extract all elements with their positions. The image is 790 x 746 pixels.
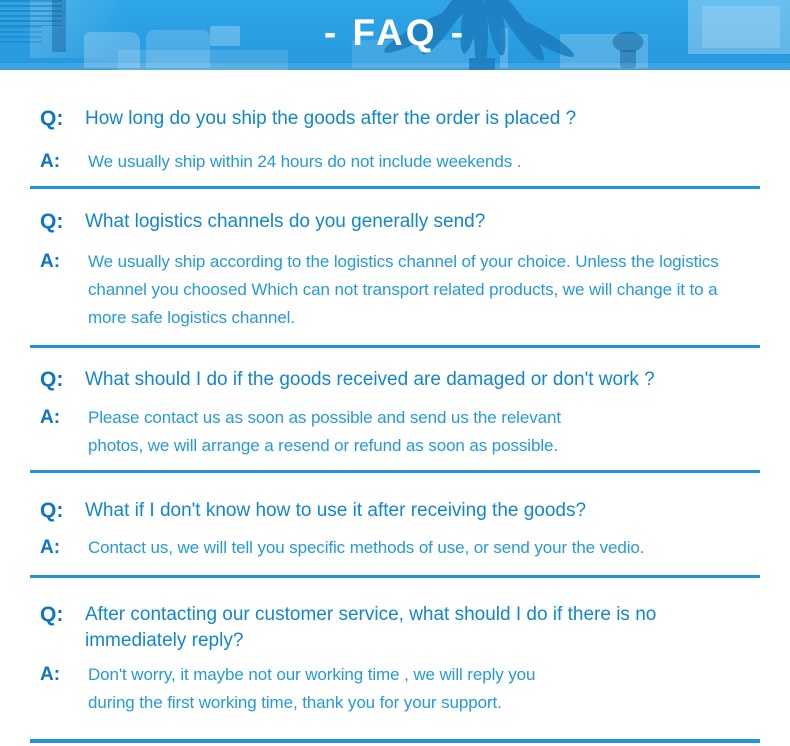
question-label: Q:	[40, 603, 64, 626]
answer-text	[88, 404, 561, 460]
answer-line: We usually ship according to the logistics channel of your choice. Unless the logistics	[88, 252, 719, 271]
answer-line: channel you choosed Which can not transport related products, we will change it to a	[88, 280, 718, 299]
answer-line: more safe logistics channel.	[88, 308, 295, 327]
answer-row	[30, 661, 760, 717]
answer-text	[88, 148, 521, 176]
page-title: - FAQ -	[323, 12, 467, 53]
answer-label: A:	[40, 664, 61, 685]
answer-label: A:	[40, 151, 61, 172]
question-text	[85, 106, 576, 132]
question-line: immediately reply?	[85, 630, 244, 651]
question-row	[30, 498, 760, 524]
question-line: What should I do if the goods received are damaged or don't work ?	[85, 369, 655, 390]
question-text	[85, 602, 656, 654]
answer-label: A:	[40, 407, 61, 428]
question-line: After contacting our customer service, what should I do if there is no	[85, 604, 657, 625]
answer-row	[30, 248, 760, 332]
section-divider	[30, 345, 760, 348]
faq-content	[0, 106, 790, 743]
question-text	[85, 367, 655, 393]
bottom-bar	[30, 739, 760, 743]
answer-line: photos, we will arrange a resend or refund as soon as possible.	[88, 436, 558, 455]
question-line: What logistics channels do you generally send?	[85, 211, 486, 232]
question-row	[30, 106, 760, 132]
question-label: Q:	[40, 499, 64, 522]
section-divider	[30, 575, 760, 578]
answer-line: Don't worry, it maybe not our working time , we will reply you	[88, 665, 536, 684]
question-label: Q:	[40, 210, 64, 233]
answer-label: A:	[40, 537, 61, 558]
faq-header-banner	[0, 0, 790, 70]
answer-text	[88, 661, 535, 717]
question-line: What if I don't know how to use it after receiving the goods?	[85, 500, 587, 521]
section-divider	[30, 186, 760, 189]
answer-line: We usually ship within 24 hours do not include weekends .	[88, 152, 522, 171]
question-line: How long do you ship the goods after the order is placed ?	[85, 108, 577, 129]
question-label: Q:	[40, 368, 64, 391]
section-divider	[30, 470, 760, 473]
question-row	[30, 367, 760, 393]
answer-row	[30, 148, 760, 176]
answer-row	[30, 404, 760, 460]
answer-line: during the first working time, thank you for your support.	[88, 693, 502, 712]
question-row	[30, 209, 760, 235]
question-text	[85, 209, 485, 235]
answer-text	[88, 248, 719, 332]
answer-label: A:	[40, 251, 61, 272]
answer-text	[88, 534, 644, 562]
question-label: Q:	[40, 107, 64, 130]
answer-line: Please contact us as soon as possible and send us the relevant	[88, 408, 561, 427]
answer-line: Contact us, we will tell you specific methods of use, or send your the vedio.	[88, 538, 645, 557]
question-text	[85, 498, 586, 524]
answer-row	[30, 534, 760, 562]
question-row	[30, 602, 760, 654]
